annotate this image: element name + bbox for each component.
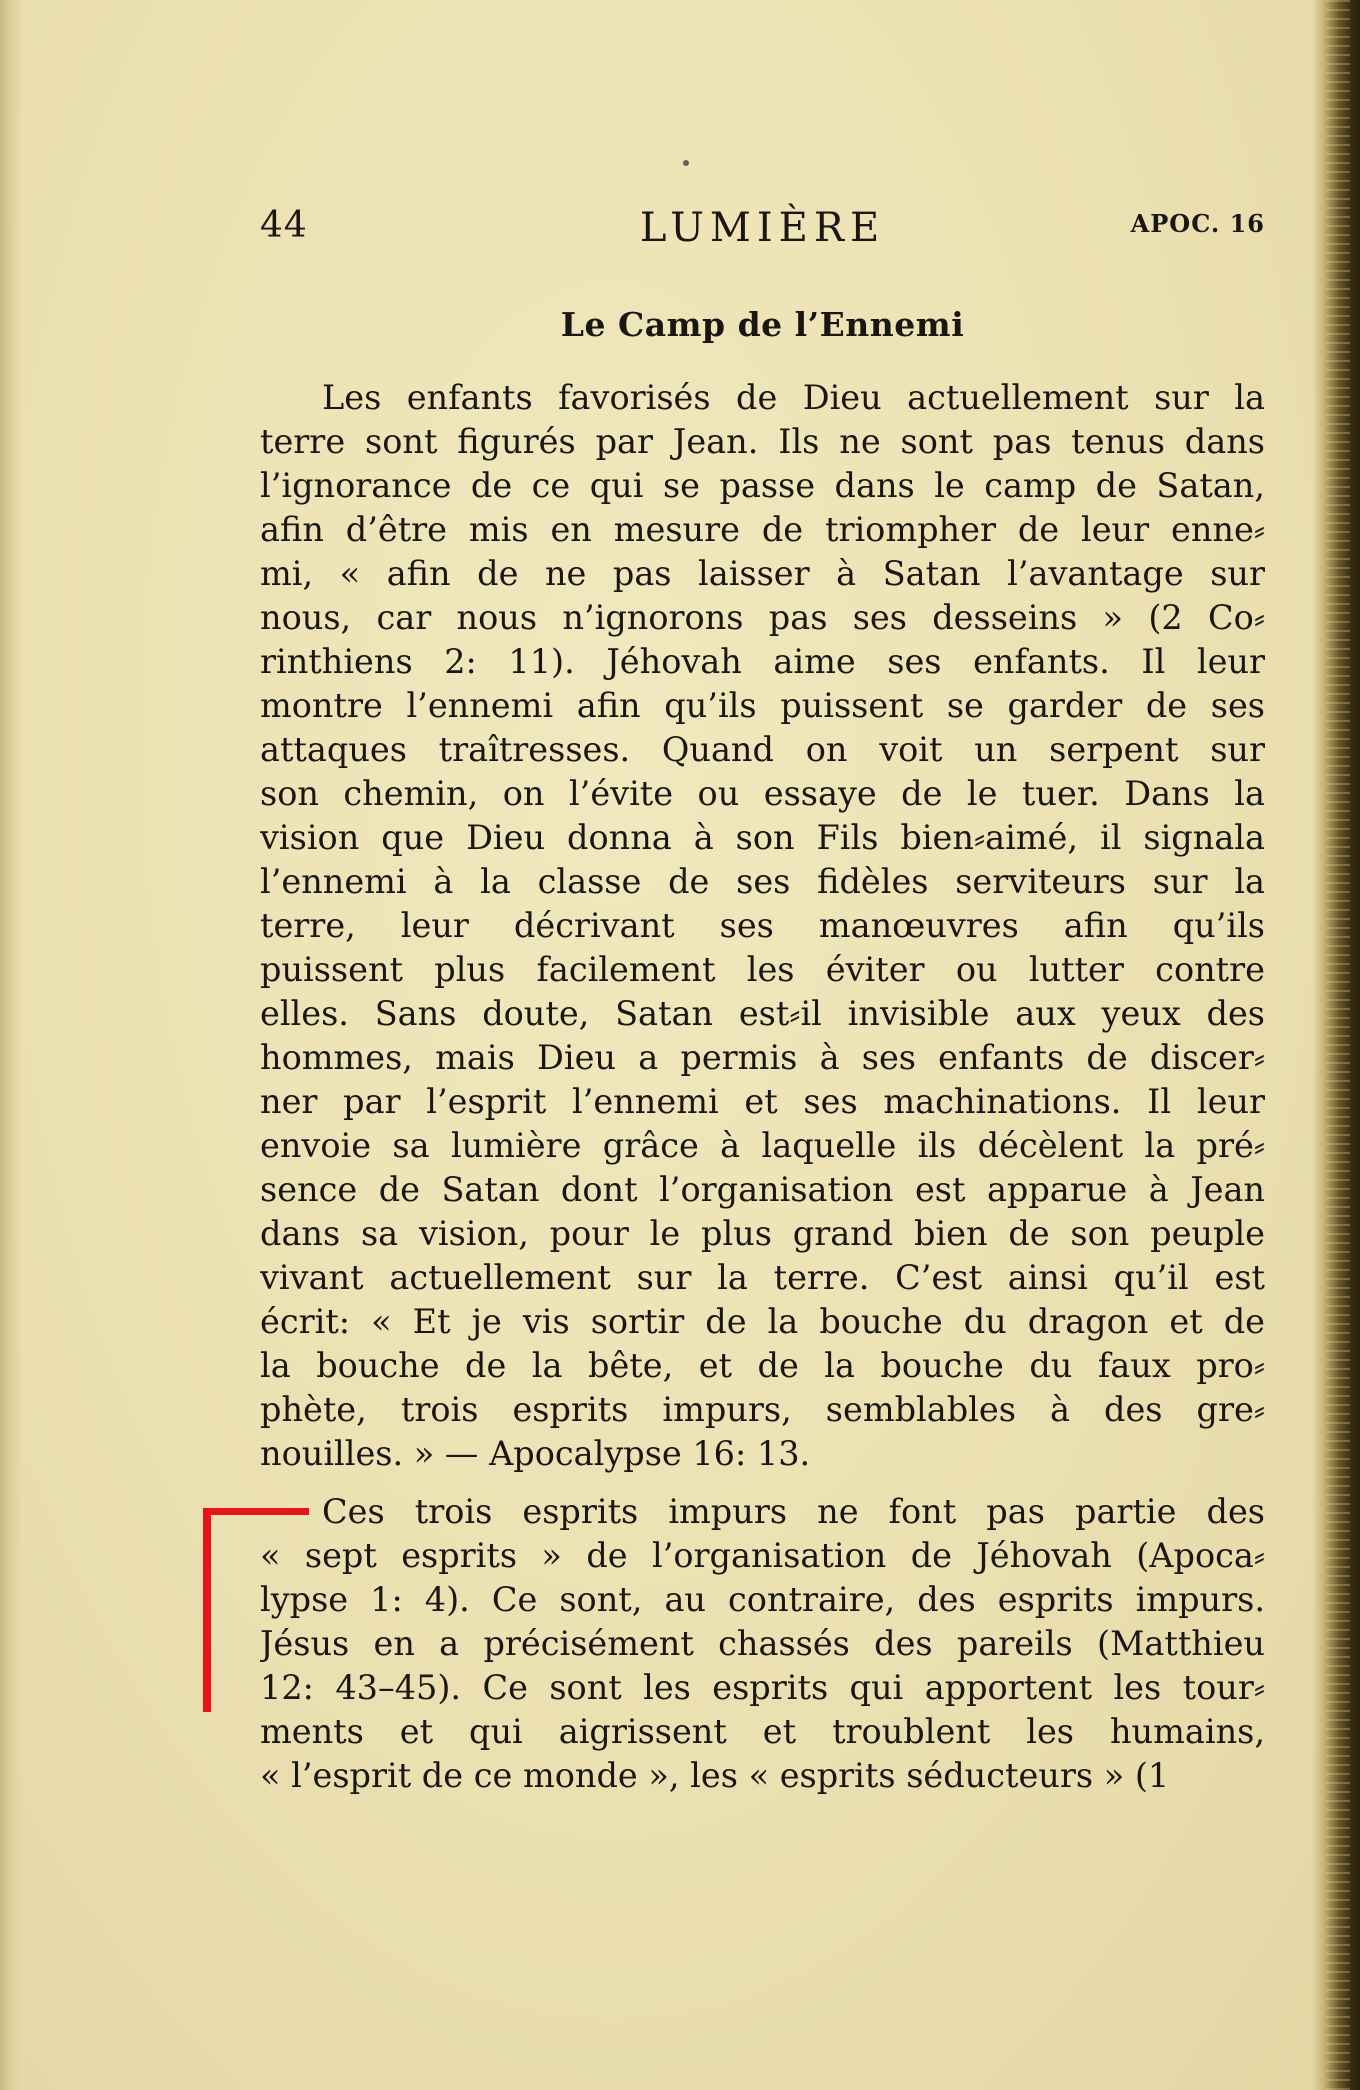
text-line: afin d’être mis en mesure de triompher de leur enne⸗: [260, 510, 1265, 549]
text-line: Jésus en a précisément chassés des pareils (Matthieu: [260, 1624, 1265, 1663]
text-line: vivant actuellement sur la terre. C’est ainsi qu’il est: [260, 1258, 1265, 1297]
text-line: lypse 1: 4). Ce sont, au contraire, des esprits impurs.: [260, 1580, 1265, 1619]
text-line: terre sont figurés par Jean. Ils ne sont pas tenus dans: [260, 422, 1265, 461]
text-line: montre l’ennemi afin qu’ils puissent se garder de ses: [260, 686, 1265, 725]
section-title: Le Camp de l’Ennemi: [560, 305, 965, 344]
text-line: écrit: « Et je vis sortir de la bouche du dragon et de: [260, 1302, 1265, 1341]
page-header: [260, 205, 1265, 255]
text-line: Les enfants favorisés de Dieu actuellement sur la: [322, 378, 1265, 417]
text-line: l’ennemi à la classe de ses fidèles serviteurs sur la: [260, 862, 1265, 901]
paragraph-2: [260, 1490, 1265, 1798]
text-line: « sept esprits » de l’organisation de Jéhovah (Apoca⸗: [260, 1536, 1265, 1575]
text-line: phète, trois esprits impurs, semblables à des gre⸗: [260, 1390, 1265, 1429]
text-line: envoie sa lumière grâce à laquelle ils décèlent la pré⸗: [260, 1126, 1265, 1165]
text-line: hommes, mais Dieu a permis à ses enfants de discer⸗: [260, 1038, 1265, 1077]
text-line: terre, leur décrivant ses manœuvres afin qu’ils: [260, 906, 1265, 945]
text-line: sence de Satan dont l’organisation est apparue à Jean: [260, 1170, 1265, 1209]
paragraph-1: [260, 376, 1265, 1476]
print-speck: [683, 160, 689, 166]
running-title: LUMIÈRE: [639, 205, 886, 251]
text-line: ner par l’esprit l’ennemi et ses machinations. Il leur: [260, 1082, 1265, 1121]
text-line: l’ignorance de ce qui se passe dans le camp de Satan,: [260, 466, 1265, 505]
text-line: ments et qui aigrissent et troublent les humains,: [260, 1712, 1265, 1751]
text-line: nouilles. » — Apocalypse 16: 13.: [260, 1434, 811, 1473]
text-line: mi, « afin de ne pas laisser à Satan l’avantage sur: [260, 554, 1265, 593]
text-line: 12: 43–45). Ce sont les esprits qui apportent les tour⸗: [260, 1668, 1265, 1707]
text-line: son chemin, on l’évite ou essaye de le tuer. Dans la: [260, 774, 1265, 813]
text-line: nous, car nous n’ignorons pas ses desseins » (2 Co⸗: [260, 598, 1265, 637]
text-line: vision que Dieu donna à son Fils bien⸗aimé, il signala: [260, 818, 1265, 857]
page-number: 44: [260, 205, 308, 246]
text-line: rinthiens 2: 11). Jéhovah aime ses enfants. Il leur: [260, 642, 1265, 681]
text-line: attaques traîtresses. Quand on voit un serpent sur: [260, 730, 1265, 769]
text-line: dans sa vision, pour le plus grand bien de son peuple: [260, 1214, 1265, 1253]
text-line: Ces trois esprits impurs ne font pas partie des: [322, 1492, 1265, 1531]
page-edge-stack: [1326, 0, 1350, 2090]
chapter-reference: APOC. 16: [1130, 209, 1265, 238]
text-line: « l’esprit de ce monde », les « esprits séducteurs » (1: [260, 1756, 1170, 1795]
page-gutter: [0, 0, 22, 2090]
text-line: elles. Sans doute, Satan est⸗il invisible aux yeux des: [260, 994, 1265, 1033]
text-line: la bouche de la bête, et de la bouche du faux pro⸗: [260, 1346, 1265, 1385]
text-line: puissent plus facilement les éviter ou lutter contre: [260, 950, 1265, 989]
